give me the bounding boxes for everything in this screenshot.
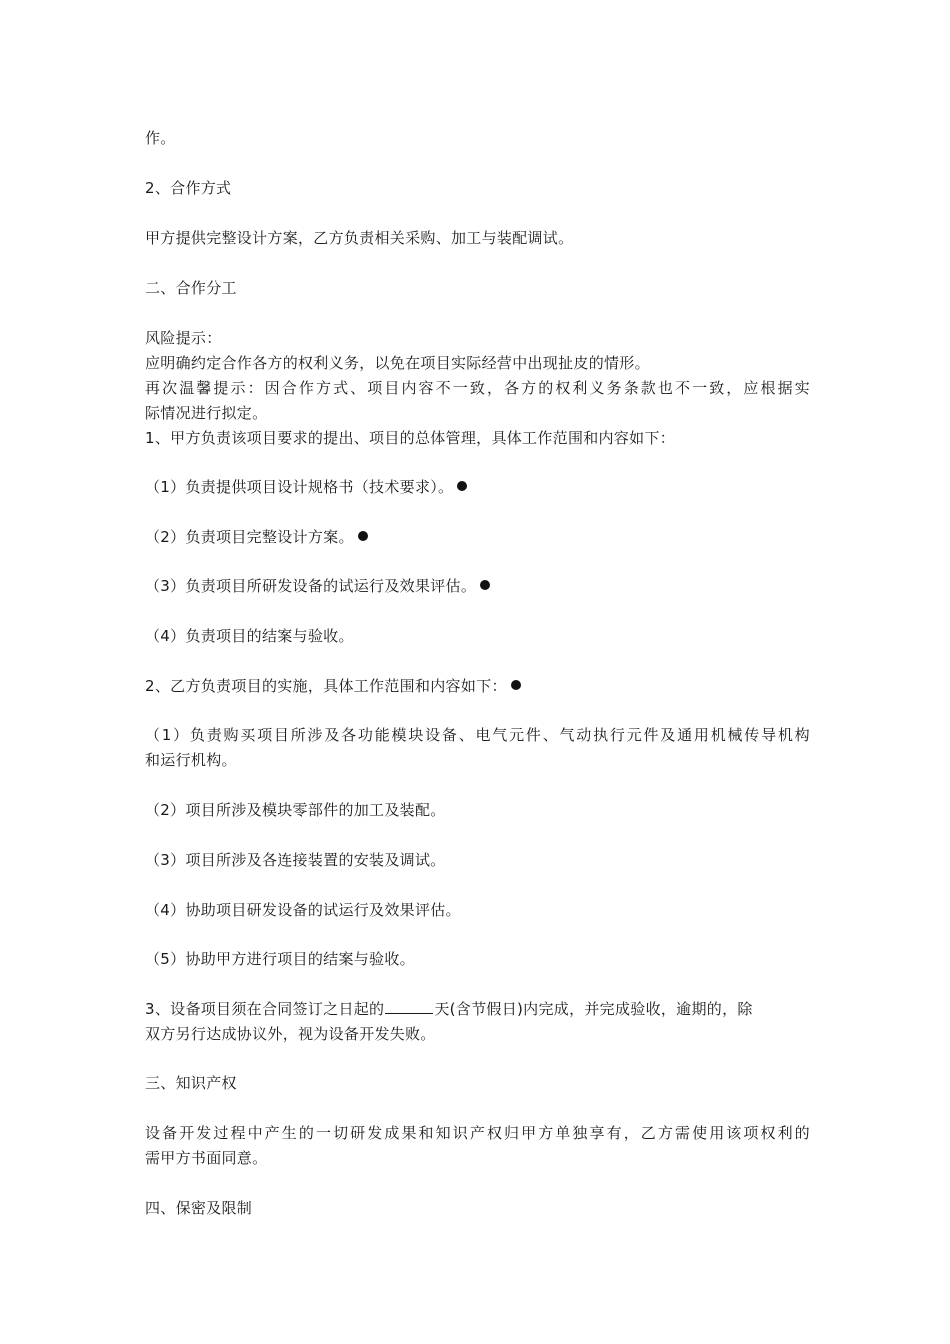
risk-tip-label: 风险提示： <box>145 329 222 347</box>
bullet-icon <box>358 531 368 541</box>
deadline-clause-line-1 <box>145 997 810 1022</box>
party-b-duties-heading <box>145 674 810 699</box>
ip-paragraph-line-1: 设备开发过程中产生的一切研发成果和知识产权归甲方单独享有，乙方需使用该项权利的 <box>145 1124 810 1142</box>
party-b-duty-item: （3）项目所涉及各连接装置的安装及调试。 <box>145 851 446 869</box>
party-b-duty-item: （2）项目所涉及模块零部件的加工及装配。 <box>145 801 446 819</box>
risk-tip-text: 应明确约定合作各方的权利义务，以免在项目实际经营中出现扯皮的情形。 <box>145 354 650 372</box>
days-blank-field[interactable] <box>385 999 433 1014</box>
reminder-text-line-2: 际情况进行拟定。 <box>145 404 268 422</box>
party-b-duties-heading-text: 2、乙方负责项目的实施，具体工作范围和内容如下： <box>145 677 507 695</box>
party-a-duties-heading: 1、甲方负责该项目要求的提出、项目的总体管理，具体工作范围和内容如下： <box>145 429 676 447</box>
party-a-duty-item <box>145 525 810 550</box>
party-a-duty-item-text: （2）负责项目完整设计方案。 <box>145 528 354 546</box>
ip-paragraph-line-2: 需甲方书面同意。 <box>145 1149 268 1167</box>
bullet-icon <box>457 481 467 491</box>
bullet-icon <box>511 680 521 690</box>
party-b-duty-item-line-1: （1）负责购买项目所涉及各功能模块设备、电气元件、气动执行元件及通用机械传导机构 <box>145 726 810 744</box>
deadline-clause-prefix: 3、设备项目须在合同签订之日起的 <box>145 1000 385 1018</box>
section-heading-intellectual-property: 三、知识产权 <box>145 1074 237 1092</box>
paragraph-cooperation-mode: 甲方提供完整设计方案，乙方负责相关采购、加工与装配调试。 <box>145 229 574 247</box>
party-b-duty-item: （4）协助项目研发设备的试运行及效果评估。 <box>145 901 461 919</box>
party-a-duty-item <box>145 475 810 500</box>
bullet-icon <box>480 580 490 590</box>
party-a-duty-item: （4）负责项目的结案与验收。 <box>145 627 354 645</box>
section-heading-confidentiality: 四、保密及限制 <box>145 1199 253 1217</box>
paragraph-continuation: 作。 <box>145 129 176 147</box>
reminder-text-line-1: 再次温馨提示：因合作方式、项目内容不一致，各方的权利义务条款也不一致，应根据实 <box>145 379 810 397</box>
party-a-duty-item-text: （1）负责提供项目设计规格书（技术要求）。 <box>145 478 454 496</box>
deadline-clause-suffix: 天(含节假日)内完成，并完成验收，逾期的，除 <box>434 1000 753 1018</box>
section-heading-division-of-work: 二、合作分工 <box>145 279 237 297</box>
party-a-duty-item-text: （3）负责项目所研发设备的试运行及效果评估。 <box>145 577 477 595</box>
deadline-clause-line-2: 双方另行达成协议外，视为设备开发失败。 <box>145 1025 436 1043</box>
party-b-duty-item: （5）协助甲方进行项目的结案与验收。 <box>145 950 415 968</box>
party-b-duty-item-line-2: 和运行机构。 <box>145 751 237 769</box>
party-a-duty-item <box>145 574 810 599</box>
section-heading-cooperation-mode: 2、合作方式 <box>145 179 232 197</box>
